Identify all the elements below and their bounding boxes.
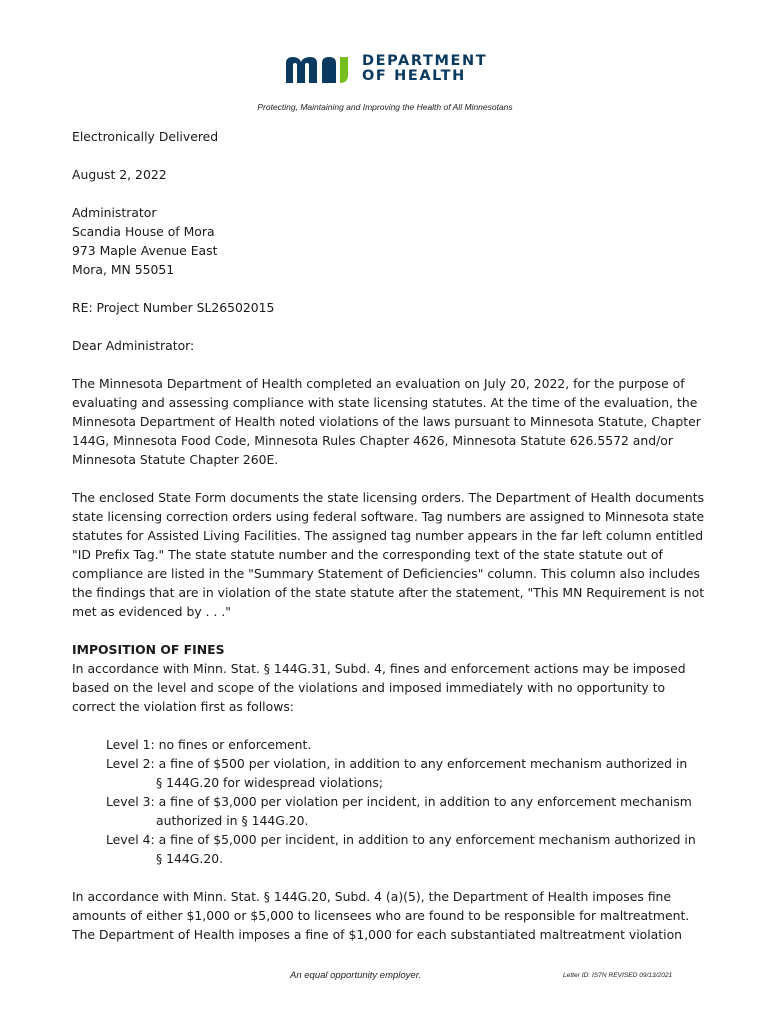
logo-line-of-health: OF HEALTH (362, 68, 466, 84)
paragraph-line: Minnesota Statute Chapter 260E. (72, 452, 279, 467)
paragraph-line: "ID Prefix Tag." The state statute number and the corresponding text of the state statute out of (72, 547, 663, 562)
paragraph-line: Minnesota Department of Health noted violations of the laws pursuant to Minnesota Statute, Chapter (72, 414, 701, 429)
paragraph-line: The Department of Health imposes a fine of $1,000 for each substantiated maltreatment violation (72, 927, 683, 942)
footer-letter-id: Letter ID: IS7N REVISED 09/13/2021 (563, 972, 673, 979)
paragraph-line: amounts of either $1,000 or $5,000 to licensees who are found to be responsible for maltreatment. (72, 908, 690, 923)
footer-equal-opportunity: An equal opportunity employer. (290, 970, 422, 981)
paragraph-line: 144G, Minnesota Food Code, Minnesota Rules Chapter 4626, Minnesota Statute 626.5572 and/or (72, 433, 673, 448)
fine-level-4: Level 4: a fine of $5,000 per incident, in addition to any enforcement mechanism authorized in (106, 832, 696, 847)
fine-level-2: Level 2: a fine of $500 per violation, in addition to any enforcement mechanism authorized in (106, 756, 688, 771)
mdh-logo (284, 52, 487, 86)
salutation: Dear Administrator: (72, 338, 195, 353)
paragraph-line: correct the violation first as follows: (72, 699, 294, 714)
recipient-address (72, 203, 712, 279)
address-line: Mora, MN 55051 (72, 262, 175, 277)
reference-line: RE: Project Number SL26502015 (72, 300, 275, 315)
paragraph-line: statutes for Assisted Living Facilities. The assigned tag number appears in the far left column entitled (72, 528, 704, 543)
fine-level-3-continued: authorized in § 144G.20. (156, 813, 309, 828)
paragraph-fines (72, 659, 712, 716)
paragraph-maltreatment (72, 887, 712, 944)
logo-line-department: DEPARTMENT (362, 53, 488, 69)
paragraph-line: compliance are listed in the "Summary Statement of Deficiencies" column. This column also includes (72, 566, 701, 581)
address-line: Scandia House of Mora (72, 224, 215, 239)
paragraph-line: met as evidenced by . . ." (72, 604, 231, 619)
delivery-method: Electronically Delivered (72, 129, 219, 144)
fine-levels-list (106, 735, 712, 868)
letter-date: August 2, 2022 (72, 167, 167, 182)
paragraph-line: evaluating and assessing compliance with state licensing statutes. At the time of the evaluation, the (72, 395, 698, 410)
paragraph-line: based on the level and scope of the violations and imposed immediately with no opportunity to (72, 680, 666, 695)
paragraph-evaluation (72, 374, 712, 469)
paragraph-line: the findings that are in violation of the state statute after the statement, "This MN Requirement is not (72, 585, 705, 600)
fines-heading: IMPOSITION OF FINES (72, 642, 225, 657)
fine-level-3: Level 3: a fine of $3,000 per violation per incident, in addition to any enforcement mechanism (106, 794, 692, 809)
tagline: Protecting, Maintaining and Improving the Health of All Minnesotans (257, 102, 513, 112)
paragraph-line: state licensing correction orders using federal software. Tag numbers are assigned to Minnesota state (72, 509, 705, 524)
address-line: 973 Maple Avenue East (72, 243, 218, 258)
paragraph-line: In accordance with Minn. Stat. § 144G.20, Subd. 4 (a)(5), the Department of Health imposes fine (72, 889, 672, 904)
paragraph-line: The enclosed State Form documents the state licensing orders. The Department of Health documents (72, 490, 705, 505)
fine-level-1: Level 1: no fines or enforcement. (106, 737, 312, 752)
paragraph-state-form (72, 488, 712, 621)
mn-logo-icon (284, 53, 354, 85)
paragraph-line: In accordance with Minn. Stat. § 144G.31, Subd. 4, fines and enforcement actions may be imposed (72, 661, 686, 676)
paragraph-line: The Minnesota Department of Health completed an evaluation on July 20, 2022, for the purpose of (72, 376, 685, 391)
fine-level-2-continued: § 144G.20 for widespread violations; (156, 775, 383, 790)
fine-level-4-continued: § 144G.20. (156, 851, 224, 866)
address-line: Administrator (72, 205, 157, 220)
letter-body (72, 127, 712, 963)
